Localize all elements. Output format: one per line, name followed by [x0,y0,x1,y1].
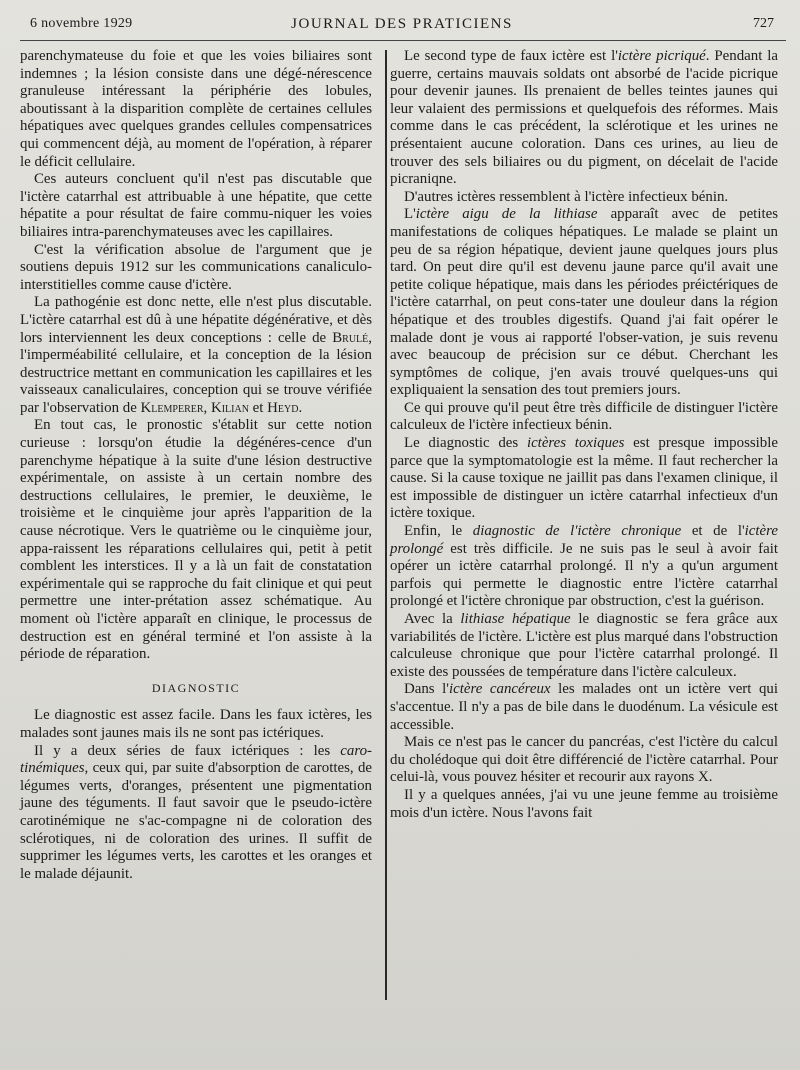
text-run: , ceux qui, par suite d'absorption de carottes, de légumes verts, d'oranges, présentent une pigmentation jaune des téguments. Il faut savoir que le pseudo-ictère carotinémique ne s'ac-compagne ni de coloration des sclérotiques, ni de coloration des urines. Il suffit de supprimer les légumes verts, les carottes et les oranges et le malade déjaunit. [20,760,372,882]
emphasis: ictère picriqué [617,48,706,64]
paragraph [390,681,778,734]
text-run: . [298,399,303,416]
paragraph: C'est la vérification absolue de l'argument que je soutiens depuis 1912 sur les communications canaliculo-interstitielles comme cause d'ictère. [20,241,372,293]
text-run: , [203,399,211,416]
text-run: Avec la [404,611,461,627]
author-name: Brulé [332,329,369,346]
text-run: est très difficile. Je ne suis pas le seul à avoir fait opérer un ictère catarrhal prolongé. Il n'y a qu'un argument parfois qui permette le diagnostic entre l'ictère catarrhal prolongé et l'ictère chronique par obstruction, c'est la guérison. [390,540,778,610]
emphasis: caro-tinémiques [20,742,372,777]
right-column [390,48,778,822]
text-run: La pathogénie est donc nette, elle n'est plus discutable. L'ictère catarrhal est dû à une hépatite dégénérative, et dès lors interviennent les deux conceptions : celle de [20,294,372,346]
emphasis: lithiase hépatique [460,611,571,627]
issue-date: 6 novembre 1929 [30,16,133,31]
paragraph: parenchymateuse du foie et que les voies biliaires sont indemnes ; la lésion consiste dans une dégé-nérescence granuleuse intéressant la périphérie des lobules, aboutissant à la disparition complète de certaines cellules hépatiques avec quelques grandes cellules compensatrices qui commencent déjà, au moment de l'opération, à réparer le déficit cellulaire. [20,48,372,170]
emphasis: ictère prolongé [390,523,778,557]
author-name: Heyd [267,399,299,416]
paragraph: Il y a quelques années, j'ai vu une jeune femme au troisième mois d'un ictère. Nous l'avons fait [390,786,778,821]
paragraph [20,294,372,417]
column-divider [385,50,387,1000]
journal-title: JOURNAL DES PRATICIENS [291,16,513,32]
emphasis: diagnostic de l'ictère chronique [472,523,682,540]
paragraph: Le diagnostic est assez facile. Dans les faux ictères, les malades sont jaunes mais ils ne sont pas ictériques. [20,707,372,741]
emphasis: ictère cancéreux [449,681,551,698]
text-run: et de l' [681,523,745,540]
paragraph: Ce qui prouve qu'il peut être très difficile de distinguer l'ictère calculeux de l'ictère infectieux bénin. [390,399,778,434]
author-name: Klemperer [140,399,204,416]
paragraph [20,743,372,884]
page-number: 727 [753,16,774,31]
paragraph [390,611,778,681]
paragraph: D'autres ictères ressemblent à l'ictère infectieux bénin. [404,188,729,205]
emphasis: ictère aigu de la lithiase [415,206,598,223]
header-rule [20,40,786,41]
paragraph [390,523,778,611]
section-heading: DIAGNOSTIC [151,680,241,695]
text-run: le diagnostic se fera grâce aux variabilités de l'ictère. L'ictère est plus marqué dans l'obstruction calculeuse chronique que pour l'ictère catarrhal prolongé. Il existe des poussées de température dans l'ictère calculeux. [390,611,778,680]
text-run: . Pendant la guerre, certains mauvais soldats ont absorbé de l'acide picrique pour devenir jaunes. Ils prenaient de belles teintes jaunes qui leur valaient des permissions et quelquefois des réformes. Mais comme dans le cas précédent, la sclérotique et les urines ne présentaient aucune coloration. Dans ces urines, au lieu de trouver des sels biliaires ou du pigment, on décelait de l'acide picraniqne. [390,48,778,188]
paragraph [390,435,778,523]
text-run: Enfin, le [404,523,473,540]
text-run: L' [404,206,416,223]
text-run: les malades ont un ictère vert qui s'accentue. Il n'y a pas de bile dans le duodénum. La vésicule est accessible. [390,681,778,733]
author-name: Kilian [210,399,249,416]
text-run: est presque impossible parce que la symptomatologie est la même. Il faut rechercher la cause. Si la cause toxique ne jaillit pas dans l'examen clinique, il est impossible de distinguer un ictère catarrhal infectieux d'un ictère toxique. [390,435,778,522]
paragraph: Mais ce n'est pas le cancer du pancréas, c'est l'ictère du calcul du cholédoque qui doit être différencié de l'ictère catarrhal. Pour celui-là, vous pouvez hésiter et recourir aux rayons X. [390,734,778,786]
text-run: et [248,399,268,416]
emphasis: ictères toxiques [526,435,625,452]
paragraph: Ces auteurs concluent qu'il n'est pas discutable que l'ictère catarrhal est attribuable à une hépatite, que cette hépatite a pour résultat de faire commu-niquer les voies biliaires intra-parenchymateuses avec les capillaires. [20,171,372,240]
text-run: Il y a deux séries de faux ictériques : les [34,742,341,759]
paragraph: En tout cas, le pronostic s'établit sur cette notion curieuse : lorsqu'on étudie la dégénéres-cence d'un parenchyme hépatique à la suite d'une lésion destructive expérimentale, on assiste à un certain nombre des destructions cellulaires, le premier, le deuxième, le troisième et le cinquième jour après l'apparition de la cause nécrotique. Vers le quatrième ou le cinquième jour, appa-raissent les réparations cellulaires qui, petit à petit comblent les interstices. Il y a là un fait de constatation expérimentale qui se rapproche du fait clinique et qui peut permettre une inter-prétation assez schématique. Au moment où l'ictère apparaît en clinique, le processus de destruction est en général terminé et l'on assiste à la période de réparation. [20,417,372,663]
text-run: Le second type de faux ictère est l' [404,48,618,64]
text-run: Dans l' [404,681,449,698]
text-run: Le diagnostic des [404,435,527,452]
page-header [30,16,774,38]
text-run: apparaît avec de petites manifestations de coliques hépatiques. Le malade se plaint un peu de sa région hépatique, devient jaune quelques jours plus tard. On peut dire qu'il est devenu jaune parce qu'il avait une petite colique hépatique, mais dans les périodes préictériques de l'ictère catarrhal, on peut cons-tater une douleur dans la région hépatique et des troubles digestifs. Quand j'ai fait opérer le malade dont je vous ai rapporté l'obser-vation, je suis revenu avec beaucoup de précision sur ce début. Cherchant les symptômes de colique, j'en avais trouvé quelques-uns qui expliquaient la sensation des tout premiers jours. [390,206,778,399]
left-column [20,48,372,883]
paragraph [390,48,778,189]
paragraph [390,206,778,400]
text-run: , l'imperméabilité cellulaire, et la conception de la lésion destructrice mettant en communication les capillaires et les vaisseaux canaliculaires, conception qui se trouve vérifiée par l'observation de [20,329,372,416]
